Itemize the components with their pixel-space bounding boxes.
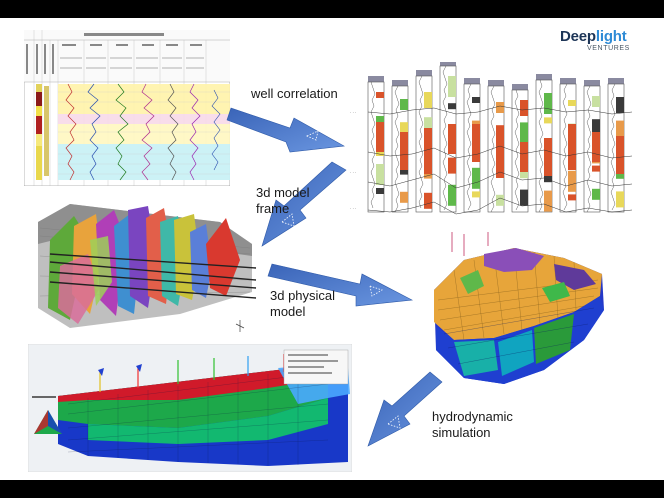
label-physical-model-line1: 3d physical (270, 288, 336, 303)
label-hydro-line2: simulation (432, 425, 491, 440)
label-model-frame (256, 185, 309, 217)
label-well-correlation: well correlation (251, 86, 338, 101)
label-hydrodynamic-simulation (432, 409, 513, 441)
svg-text:· · ·: · · · (350, 170, 357, 175)
arrow-to-correlation (227, 108, 344, 152)
logo-subtitle: VENTURES (587, 45, 630, 52)
logo-wordmark: Deeplight (560, 28, 627, 45)
svg-text:· · ·: · · · (350, 110, 357, 115)
label-physical-model (270, 288, 335, 320)
label-hydro-line1: hydrodynamic (432, 409, 513, 424)
svg-text:· · ·: · · · (350, 206, 357, 211)
arrow-to-simulation (368, 372, 442, 446)
label-physical-model-line2: model (270, 304, 306, 319)
label-model-frame-line2: frame (256, 201, 290, 216)
label-model-frame-line1: 3d model (256, 185, 310, 200)
